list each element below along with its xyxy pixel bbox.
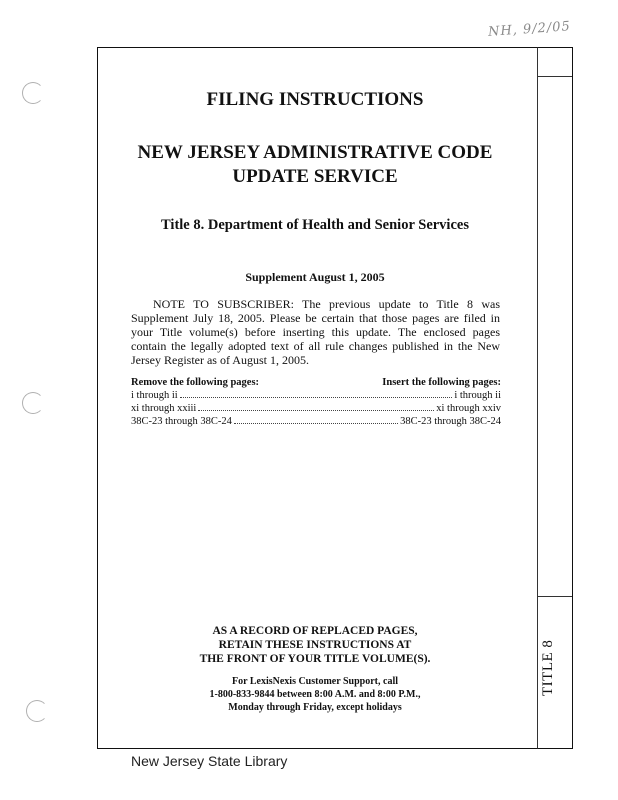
- record-line: AS A RECORD OF REPLACED PAGES,: [212, 625, 418, 637]
- code-title-line: UPDATE SERVICE: [232, 166, 398, 187]
- remove-pages: xi through xxiii: [131, 403, 197, 414]
- library-watermark: New Jersey State Library: [131, 753, 288, 769]
- record-line: RETAIN THESE INSTRUCTIONS AT: [218, 639, 412, 651]
- code-title: [105, 141, 525, 189]
- page-title: FILING INSTRUCTIONS: [206, 89, 424, 110]
- customer-support-info: [150, 675, 480, 714]
- support-line: 1-800-833-9844 between 8:00 A.M. and 8:00 P.M.,: [209, 689, 421, 700]
- pages-table: [131, 376, 501, 428]
- insert-pages: xi through xxiv: [436, 403, 501, 414]
- support-line: For LexisNexis Customer Support, call: [231, 676, 398, 687]
- support-line: Monday through Friday, except holidays: [228, 702, 402, 713]
- supplement-date: Supplement August 1, 2005: [245, 270, 385, 284]
- handwritten-date-note: NH, 9/2/05: [487, 19, 572, 40]
- table-row: [131, 402, 501, 415]
- department-heading: Title 8. Department of Health and Senior Services: [161, 217, 469, 233]
- insert-pages: i through ii: [454, 390, 501, 401]
- remove-pages: 38C-23 through 38C-24: [131, 416, 232, 427]
- dot-leader: [180, 397, 453, 398]
- record-instructions: [150, 624, 480, 666]
- note-to-subscriber: [131, 297, 500, 367]
- title-tab: [537, 47, 573, 749]
- insert-pages: 38C-23 through 38C-24: [400, 416, 501, 427]
- table-row: [131, 389, 501, 402]
- punch-hole-top: [22, 82, 44, 104]
- dot-leader: [234, 423, 398, 424]
- tab-label: TITLE 8: [540, 639, 556, 696]
- punch-hole-middle: [22, 392, 44, 414]
- insert-header: Insert the following pages:: [382, 377, 501, 388]
- remove-pages: i through ii: [131, 390, 178, 401]
- dot-leader: [198, 410, 434, 411]
- note-text: NOTE TO SUBSCRIBER: The previous update to Title 8 was Supplement July 18, 2005. Please be certain that those pages are filed in your Title volume(s) before inserting this update. The enclosed pages contain the legally adopted text of all rule changes published in the New Jersey Register as of August 1, 2005.: [131, 297, 500, 367]
- code-title-line: NEW JERSEY ADMINISTRATIVE CODE: [137, 142, 493, 163]
- tab-divider: [538, 596, 572, 597]
- punch-hole-bottom: [26, 700, 48, 722]
- pages-table-header: [131, 376, 501, 389]
- remove-header: Remove the following pages:: [131, 377, 260, 388]
- tab-divider: [538, 76, 572, 77]
- record-line: THE FRONT OF YOUR TITLE VOLUME(S).: [199, 653, 431, 665]
- table-row: [131, 415, 501, 428]
